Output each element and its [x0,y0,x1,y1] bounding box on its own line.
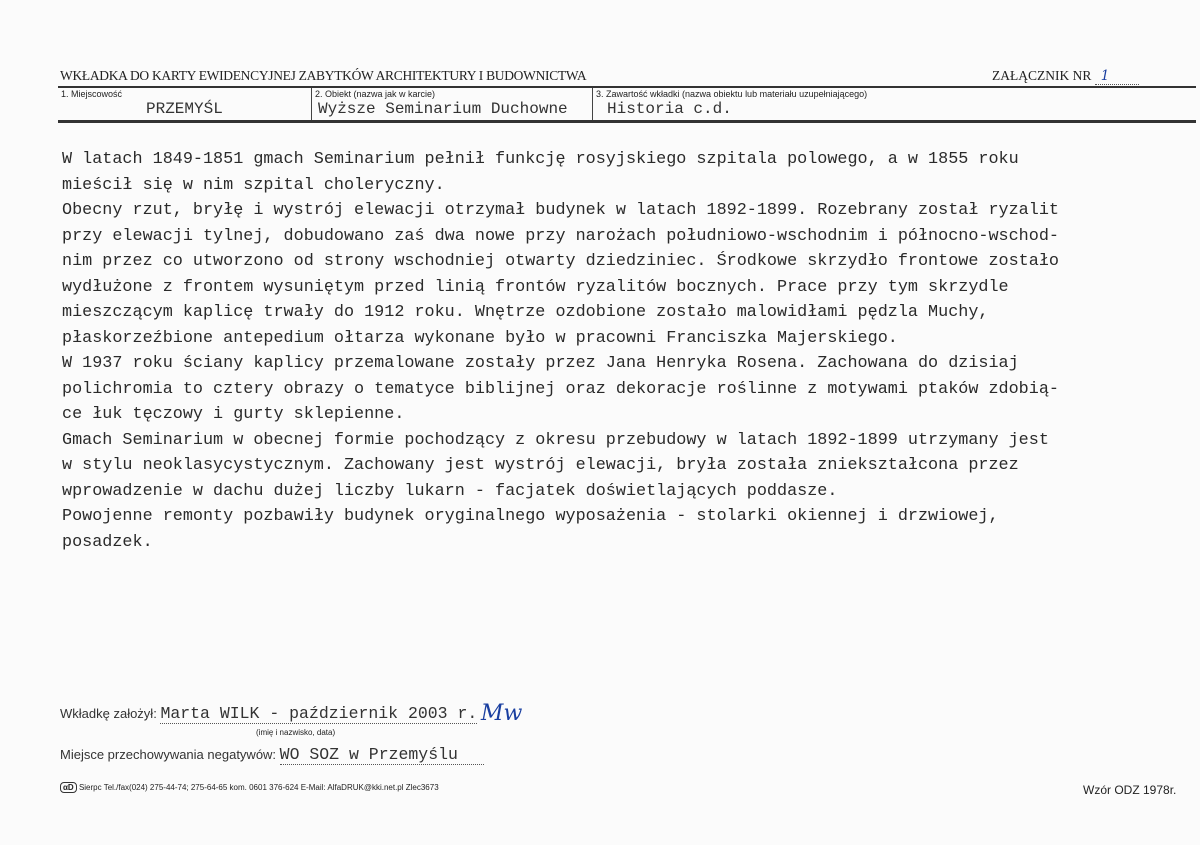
locality-value: PRZEMYŚL [146,100,223,118]
form-id: Wzór ODZ 1978r. [1083,783,1177,797]
locality-cell [58,88,310,120]
body-line: mieścił się w nim szpital choleryczny. [62,175,445,195]
body-line: w stylu neoklasycystycznym. Zachowany jest wystrój elewacji, bryła została zniekształcona przez [62,456,1019,475]
negatives-label: Miejsce przechowywania negatywów: [60,747,277,762]
body-line: mieszczącym kaplicę trwały do 1912 roku. Wnętrze ozdobione zostało malowidłami pędzla Muchy, [62,303,989,322]
annex-number-value: 1 [1095,68,1140,85]
content-cell [592,88,1197,120]
body-line: polichromia to cztery obrazy o tematyce biblijnej oraz dekoracje roślinne z motywami ptaków zdobią- [62,379,1059,399]
author-value: Marta WILK - październik 2003 r. [160,704,478,723]
negatives-row [60,745,484,765]
negatives-value: WO SOZ w Przemyślu [280,745,484,765]
printer-logo: αD [60,782,77,793]
header-rule-bottom [58,120,1196,123]
locality-label: 1. Miejscowość [61,89,123,99]
author-hint: (imię i nazwisko, data) [256,728,336,737]
author-signature: Mw [480,701,523,726]
object-value: Wyższe Seminarium Duchowne [318,100,568,118]
annex-number [992,68,1139,84]
body-line: Obecny rzut, bryłę i wystrój elewacji otrzymał budynek w latach 1892-1899. Rozebrany został ryzalit [62,201,1059,220]
body-line: Powojenne remonty pozbawiły budynek oryginalnego wyposażenia - stolarki okiennej i drzwiowej, [62,507,999,526]
object-label: 2. Obiekt (nazwa jak w karcie) [315,89,436,99]
body-line: W latach 1849-1851 gmach Seminarium pełnił funkcję rosyjskiego szpitala polowego, a w 1855 roku [62,150,1019,169]
author-label: Wkładkę założył: [60,706,157,721]
printer-info-row [60,783,439,793]
annex-label: ZAŁĄCZNIK NR [992,68,1092,83]
body-line: Gmach Seminarium w obecnej formie pochodzący z okresu przebudowy w latach 1892-1899 utrzymany jest [62,430,1049,450]
body-line: W 1937 roku ściany kaplicy przemalowane zostały przez Jana Henryka Rosena. Zachowana do dzisiaj [62,354,1019,373]
body-line: płaskorzeźbione antepedium ołtarza wykonane było w pracowni Franciszka Majerskiego. [62,328,898,348]
printer-info: Sierpc Tel./fax(024) 275-44-74; 275-64-65 kom. 0601 376-624 E-Mail: AlfaDRUK@kki.net.pl Zlec3673 [78,783,439,792]
document-title: WKŁADKA DO KARTY EWIDENCYJNEJ ZABYTKÓW ARCHITEKTURY I BUDOWNICTWA [60,68,587,83]
body-line: nim przez co utworzono od strony wschodniej otwarty dziedziniec. Środkowe skrzydło frontowe zostało [62,252,1059,271]
body-line: przy elewacji tylnej, dobudowano zaś dwa nowe przy narożach południowo-wschodnim i północno-wschod- [62,226,1059,246]
content-value: Historia c.d. [607,100,732,118]
body-line: ce łuk tęczowy i gurty sklepienne. [62,405,405,424]
author-row [60,701,523,726]
body-text [62,147,1059,555]
object-cell [311,88,592,120]
body-line: posadzek. [62,532,153,552]
body-line: wprowadzenie w dachu dużej liczby lukarn - facjatek doświetlających poddasze. [62,481,838,501]
body-line: wydłużone z frontem wysuniętym przed linią frontów ryzalitów bocznych. Prace przy tym skrzydle [62,277,1009,297]
content-label: 3. Zawartość wkładki (nazwa obiektu lub materiału uzupełniającego) [596,89,868,99]
